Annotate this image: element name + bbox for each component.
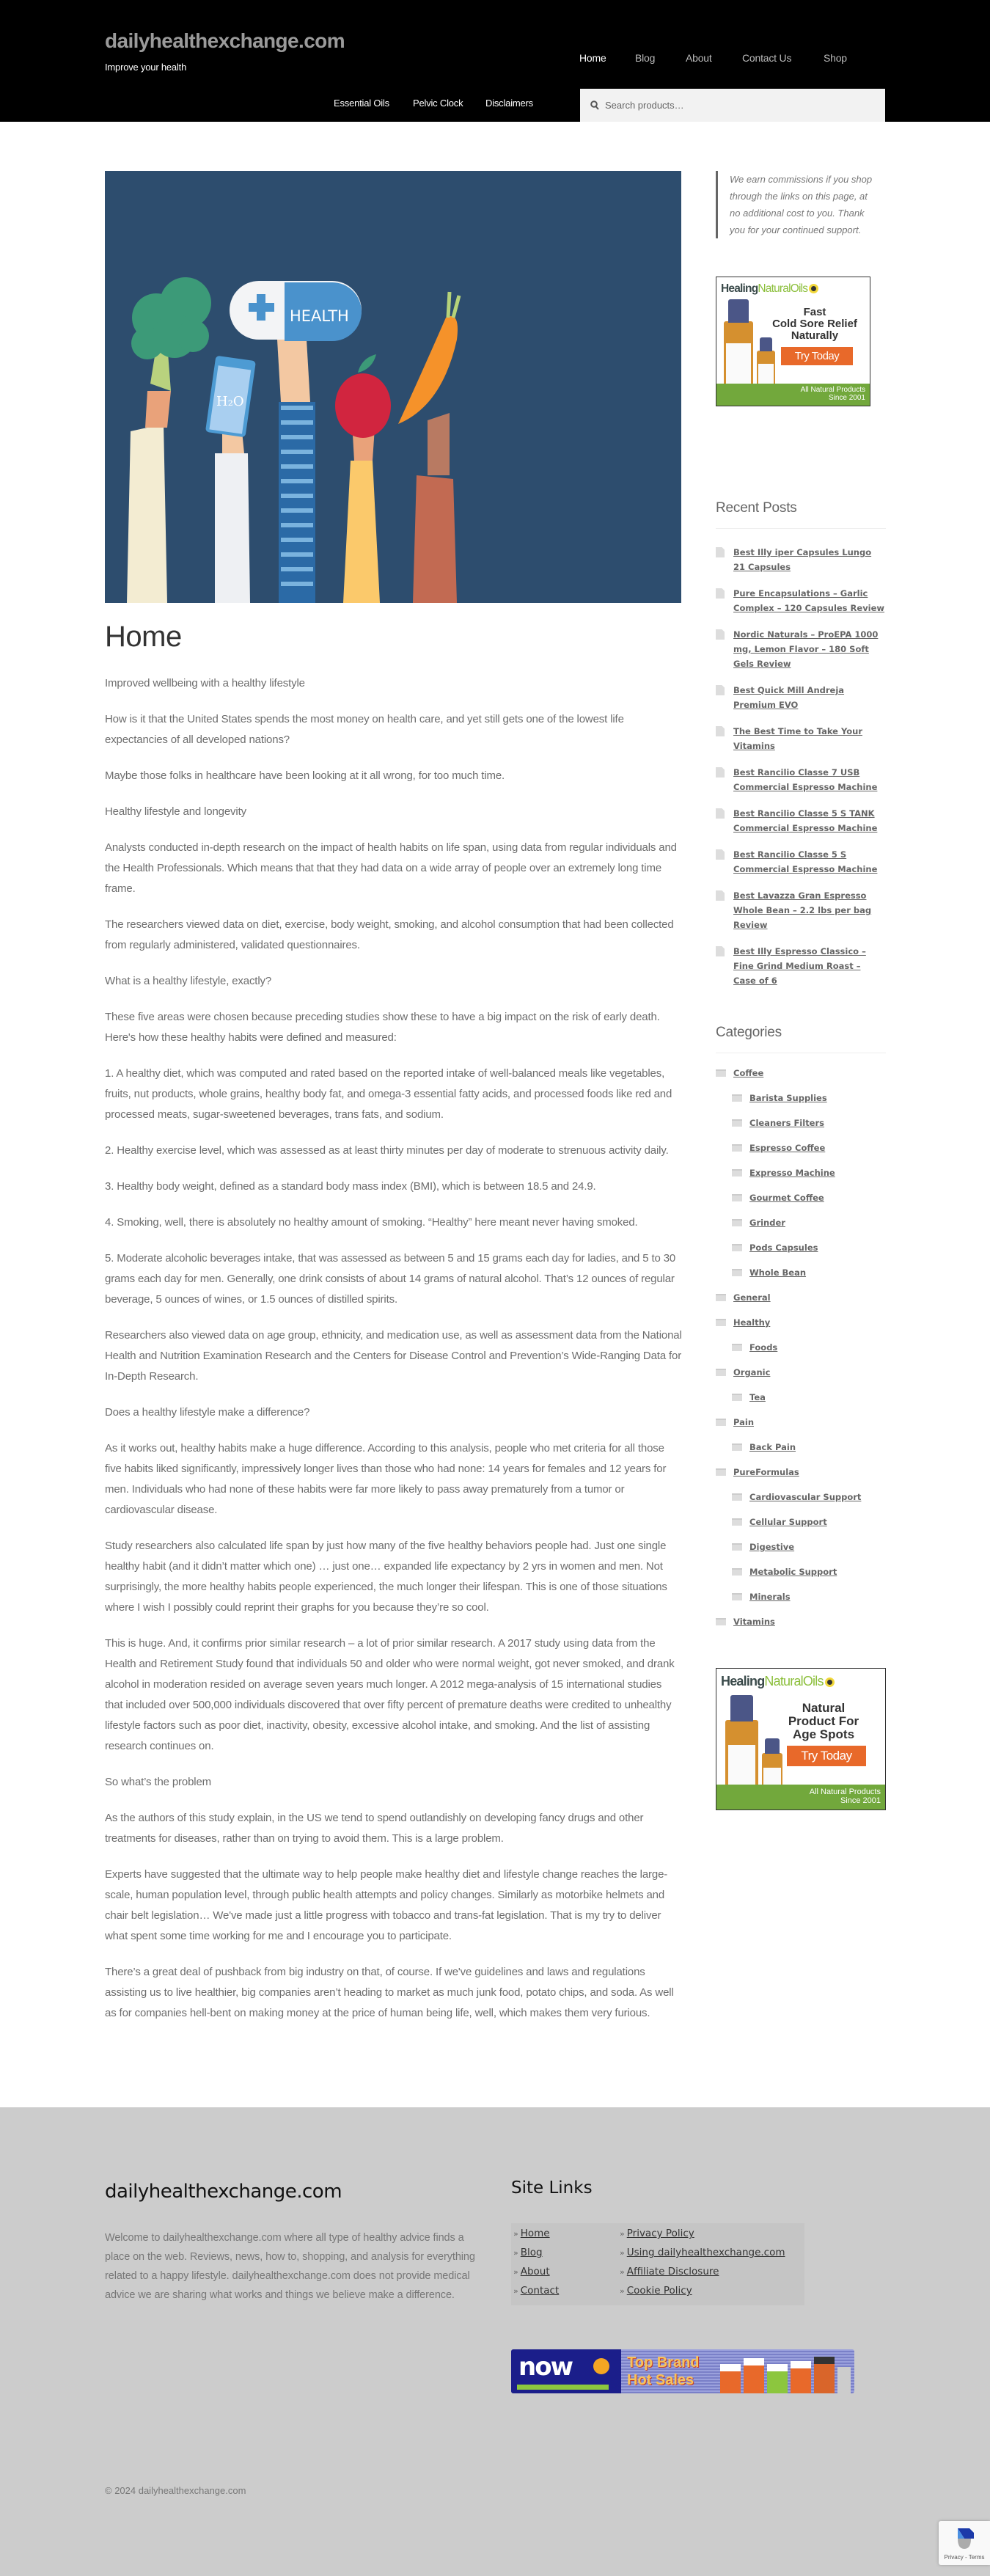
copyright: © 2024 dailyhealthexchange.com [105,2485,246,2496]
category-link[interactable]: Grinder [749,1218,785,1228]
ad-strip: All Natural Products Since 2001 [716,384,870,406]
category-link[interactable]: Cleaners Filters [749,1118,825,1128]
document-icon [716,726,725,736]
folder-icon [716,1468,726,1476]
flower-icon [825,1677,835,1687]
ad-headline: Fast [803,306,826,318]
category-link[interactable]: Digestive [749,1542,795,1552]
folder-icon [732,1144,742,1152]
article-paragraph: What is a healthy lifestyle, exactly? [105,975,272,987]
category-link[interactable]: PureFormulas [733,1467,799,1477]
document-icon [716,946,725,956]
try-today-button[interactable]: Try Today [787,1746,866,1766]
recent-post-item [716,627,886,671]
raquo-icon: » [620,2286,625,2296]
footer-link-item [513,2228,550,2239]
nav-shop[interactable]: Shop [824,52,847,64]
footer-link-item [513,2247,543,2258]
article-paragraph: Healthy lifestyle and longevity [105,805,246,818]
nav-contact-us[interactable]: Contact Us [742,52,792,64]
category-link[interactable]: Tea [749,1392,766,1402]
folder-icon [732,1094,742,1102]
article-paragraph: 5. Moderate alcoholic beverages intake, that was assessed as between 5 and 15 grams each day for ladies, and 5 to 30 grams each day for men. Generally, one drink consists of about 14 grams of natural alcohol. That’s 12 ounces of regular beverage, 5 ounces of wines, or 1.5 ounces of distilled spirits. [105,1252,676,1306]
ad-strip: All Natural Products Since 2001 [716,1785,885,1810]
site-title[interactable]: dailyhealthexchange.com [105,29,345,52]
folder-icon [732,1169,742,1177]
category-item [716,1285,886,1310]
footer-link-item [620,2266,719,2277]
raquo-icon: » [513,2248,518,2258]
folder-icon [732,1269,742,1276]
category-link[interactable]: Cardiovascular Support [749,1492,862,1502]
category-item [716,1235,886,1260]
pill-label: HEALTH [290,307,349,325]
footer-link[interactable]: Affiliate Disclosure [626,2266,719,2277]
footer-title: dailyhealthexchange.com [105,2181,342,2203]
document-icon [716,685,725,695]
recent-post-item [716,944,886,988]
article-paragraph: As it works out, healthy habits make a huge difference. According to this analysis, people who met criteria for all those five habits liked significantly, impressively longer lives than those who had none: 14 years for females and 12 years for men. Individuals who had none of these habits were far more likely to pass away prematurely from a tumor or cardiovascular disease. [105,1442,667,1516]
now-logo-text: now [518,2352,572,2382]
category-item [716,1534,886,1559]
category-link[interactable]: Minerals [749,1592,791,1602]
folder-icon [732,1119,742,1127]
site-links [511,2223,804,2305]
footer-link[interactable]: Cookie Policy [626,2285,692,2297]
folder-icon [732,1568,742,1576]
category-link[interactable]: Gourmet Coffee [749,1193,824,1203]
folder-icon [716,1618,726,1625]
recent-post-link[interactable]: Best Illy iper Capsules Lungo 21 Capsules [733,547,872,572]
category-link[interactable]: Whole Bean [749,1267,807,1278]
ad-age-spots[interactable] [716,1668,886,1810]
article-paragraph: 3. Healthy body weight, defined as a standard body mass index (BMI), which is between 18.5 and 24.9. [105,1180,596,1193]
folder-icon [716,1369,726,1376]
article-paragraph: How is it that the United States spends the most money on health care, and yet still gets one of the lowest life expectancies of all developed nations? [105,713,624,746]
folder-icon [732,1543,742,1551]
sun-icon [593,2358,609,2374]
category-item [716,1210,886,1235]
article-paragraph: Experts have suggested that the ultimate way to help people make healthy diet and lifestyle change reaches the large-scale, human population level, through public health attempts and policy changes. Similarly as motorbike helmets and chair belt legislation… We've made just a little progress with tobacco and trans-fat legislation. That is my try to deliver what spent some time working for me and I encourage you to participate. [105,1868,668,1942]
category-item [716,1435,886,1460]
category-item [716,1584,886,1609]
grass-stripe [517,2385,609,2390]
ad-headline: Natural [802,1701,846,1715]
article-paragraph: 4. Smoking, well, there is absolutely no healthy amount of smoking. “Healthy” here meant never having smoked. [105,1216,638,1229]
recent-post-item [716,765,886,794]
category-item [716,1135,886,1160]
article-paragraph: These five areas were chosen because preceding studies show these to have a big impact on the risk of early death. Here's how these healthy habits were defined and measured: [105,1011,660,1044]
search-icon [590,100,599,110]
folder-icon [732,1394,742,1401]
banner-line1: Top Brand [627,2354,700,2371]
ad-headline: Product For [788,1713,859,1728]
article-paragraph: Researchers also viewed data on age group, ethnicity, and medication use, as well as assessment data from the National Health and Nutrition Examination Research and the Centers for Disease Control and Prevention’s Wide-Ranging Data for In-Depth Research. [105,1329,682,1383]
footer-link-item [513,2266,550,2277]
category-item [716,1460,886,1485]
category-item [716,1160,886,1185]
search-input[interactable] [605,100,869,111]
categories-title: Categories [716,1025,886,1053]
document-icon [716,629,725,640]
article-paragraph: Study researchers also calculated life span by just how many of the five healthy behaviors people had. Just one single healthy habit (and it didn’t matter which one) … just one… expanded life expectancy by 2 yrs in women and men. Not surprisingly, the more healthy habits people experienced, the much longer their lifespan. This is one of those situations where I wish I possibly could reprint their graphs for you because they’re so cool. [105,1540,667,1614]
category-link[interactable]: Cellular Support [749,1517,827,1527]
category-item [716,1609,886,1634]
category-item [716,1559,886,1584]
category-item [716,1510,886,1534]
category-item [716,1410,886,1435]
article-paragraph: The researchers viewed data on diet, exercise, body weight, smoking, and alcohol consumption that had been collected from regularly administered, validated questionnaires. [105,918,674,951]
recent-post-item [716,888,886,932]
article-paragraph: Does a healthy lifestyle make a difference? [105,1406,310,1419]
category-link[interactable]: Espresso Coffee [749,1143,826,1153]
folder-icon [732,1244,742,1251]
nav-about[interactable]: About [686,52,712,64]
article-paragraph: 2. Healthy exercise level, which was assessed as at least thirty minutes per day of moderate to strenuous activity daily. [105,1144,669,1157]
category-link[interactable]: Healthy [733,1317,771,1328]
site-header [0,0,990,122]
category-link[interactable]: Back Pain [749,1442,796,1452]
raquo-icon: » [513,2267,518,2277]
document-icon [716,767,725,777]
page-title: Home [105,621,182,653]
recent-post-item [716,586,886,615]
recent-post-link[interactable]: The Best Time to Take Your Vitamins [733,726,863,751]
raquo-icon: » [513,2286,518,2296]
flower-icon [809,284,818,293]
nav-home[interactable]: Home [579,52,606,64]
recent-post-link[interactable]: Best Rancilio Classe 7 USB Commercial Espresso Machine [733,767,878,792]
raquo-icon: » [513,2229,518,2239]
category-link[interactable]: Pain [733,1417,755,1427]
article-paragraph: 1. A healthy diet, which was computed and rated based on the reported intake of well-balanced meals like vegetables, fruits, nut products, whole grains, healthy body fat, and omega-3 essential fatty acids, and processed foods like red and processed meats, sugar-sweetened beverages, trans fats, and sodium. [105,1067,672,1121]
category-item [716,1061,886,1086]
ad-logo: HealingNaturalOils [721,1674,835,1689]
folder-icon [716,1294,726,1301]
category-item [716,1086,886,1110]
folder-icon [732,1219,742,1226]
now-logo [511,2349,621,2393]
raquo-icon: » [620,2229,625,2239]
footer-about: Welcome to dailyhealthexchange.com where all type of healthy advice finds a place on the web. Reviews, news, how to, shopping, and analysis for everything related to a happy lifestyle. dailyhealthexchange.com does not provide medical advice we are sharing what works and things we believe make a difference. [105,2232,475,2301]
recent-post-link[interactable]: Best Rancilio Classe 5 S Commercial Espresso Machine [733,849,878,874]
document-icon [716,849,725,860]
recent-post-item [716,683,886,712]
footer-link-item [620,2285,692,2297]
recaptcha-links[interactable]: Privacy - Terms [944,2554,985,2561]
folder-icon [716,1319,726,1326]
category-link[interactable]: Pods Capsules [749,1243,818,1253]
now-foods-banner[interactable] [511,2349,854,2393]
footer-link[interactable]: Using dailyhealthexchange.com [626,2247,785,2258]
article-paragraph: As the authors of this study explain, in the US we tend to spend outlandishly on developing fancy drugs and other treatments for diseases, rather than on trying to avoid them. This is a large problem. [105,1812,644,1845]
category-link[interactable]: General [733,1292,771,1303]
article-paragraph: There’s a great deal of pushback from big industry on that, of course. If we've guidelines and laws and regulations assisting us to live healthier, big companies aren’t heading to market as much junk food, potato chips, and soda. As well as for companies hell-bent on making money at the price of human being life, well, which makes them very furious. [105,1966,674,2019]
product-search [580,89,885,122]
glass-label: H₂O [216,394,244,409]
footer-link[interactable]: Contact [520,2285,560,2297]
footer-link[interactable]: Blog [520,2247,543,2258]
recent-post-item [716,724,886,753]
folder-icon [732,1493,742,1501]
folder-icon [732,1518,742,1526]
footer-link[interactable]: Home [520,2228,550,2239]
category-link[interactable]: Organic [733,1367,771,1377]
nav-pelvic-clock[interactable]: Pelvic Clock [413,98,463,109]
recent-posts-title: Recent Posts [716,500,886,529]
ad-headline: Naturally [791,329,839,342]
category-link[interactable]: Vitamins [733,1617,775,1627]
category-item [716,1310,886,1335]
ad-headline: Age Spots [792,1727,855,1741]
footer-link[interactable]: Privacy Policy [626,2228,694,2239]
folder-icon [716,1069,726,1077]
footer-link-item [513,2285,559,2297]
footer-link-item [620,2228,694,2239]
recent-post-link[interactable]: Best Illy Espresso Classico – Fine Grind Medium Roast – Case of 6 [733,946,866,986]
category-link[interactable]: Coffee [733,1068,764,1078]
sidebar [716,171,886,1810]
category-item [716,1185,886,1210]
raquo-icon: » [620,2267,625,2277]
category-link[interactable]: Foods [749,1342,778,1353]
footer-link[interactable]: About [520,2266,550,2277]
nav-disclaimers[interactable]: Disclaimers [485,98,533,109]
recent-posts-list [716,545,886,988]
article-paragraph: Analysts conducted in-depth research on the impact of health habits on life span, using data from regular individuals and the Health Professionals. Which means that that they had data on a wide array of people over an extremely long time frame. [105,841,677,895]
ad-logo: HealingNaturalOils [721,282,818,296]
article-body [105,673,682,2039]
ad-cold-sore-relief[interactable] [716,277,870,406]
recaptcha-badge[interactable] [939,2521,990,2565]
recaptcha-icon [953,2525,975,2550]
folder-icon [732,1593,742,1600]
article-paragraph: So what’s the problem [105,1776,211,1788]
recent-post-link[interactable]: Nordic Naturals – ProEPA 1000 mg, Lemon Flavor – 180 Soft Gels Review [733,629,879,669]
nav-blog[interactable]: Blog [635,52,656,64]
recent-post-link[interactable]: Best Rancilio Classe 5 S TANK Commercial Espresso Machine [733,808,878,833]
folder-icon [716,1419,726,1426]
category-link[interactable]: Expresso Machine [749,1168,835,1178]
site-tagline: Improve your health [105,62,187,73]
folder-icon [732,1344,742,1351]
article-paragraph: This is huge. And, it confirms prior similar research – a lot of prior similar research. A 2017 study using data from the Health and Retirement Study found that individuals 50 and older who were normal weight, got never smoked, and drank alcohol in moderation resided on average seven years much longer. A 2012 mega-analysis of 15 international studies that included over 500,000 individuals discovered that over fifty percent of premature deaths were credited to unhealthy lifestyle factors such as poor diet, inactivity, obesity, excessive alcohol intake, and smoking. And the list of assisting research continues on. [105,1637,675,1752]
categories-list [716,1061,886,1634]
folder-icon [732,1443,742,1451]
category-link[interactable]: Metabolic Support [749,1567,837,1577]
recent-post-item [716,806,886,835]
affiliate-disclaimer: We earn commissions if you shop through the links on this page, at no additional cost to you. Thank you for your continued support. [716,171,879,238]
document-icon [716,547,725,557]
raquo-icon: » [620,2248,625,2258]
article-paragraph: Maybe those folks in healthcare have been looking at it all wrong, for too much time. [105,769,505,782]
category-item [716,1360,886,1385]
document-icon [716,890,725,901]
ad-headline: Cold Sore Relief [772,317,857,330]
category-item [716,1385,886,1410]
recent-post-item [716,545,886,574]
footer-link-item [620,2247,785,2258]
category-item [716,1485,886,1510]
category-item [716,1110,886,1135]
article-paragraph: Improved wellbeing with a healthy lifestyle [105,677,305,689]
category-link[interactable]: Barista Supplies [749,1093,827,1103]
document-icon [716,808,725,819]
category-item [716,1260,886,1285]
try-today-button[interactable]: Try Today [781,347,853,365]
nav-essential-oils[interactable]: Essential Oils [334,98,389,109]
recent-post-link[interactable]: Pure Encapsulations – Garlic Complex – 120 Capsules Review [733,588,885,613]
banner-line2: Hot Sales [627,2372,694,2388]
product-bottles-image [720,2354,851,2393]
recent-post-item [716,847,886,877]
site-links-title: Site Links [511,2178,593,2198]
folder-icon [732,1194,742,1201]
category-item [716,1335,886,1360]
document-icon [716,588,725,599]
recent-post-link[interactable]: Best Lavazza Gran Espresso Whole Bean – 2.2 lbs per bag Review [733,890,872,930]
recent-post-link[interactable]: Best Quick Mill Andreja Premium EVO [733,685,845,710]
hero-image [105,171,681,603]
site-footer [0,2107,990,2576]
